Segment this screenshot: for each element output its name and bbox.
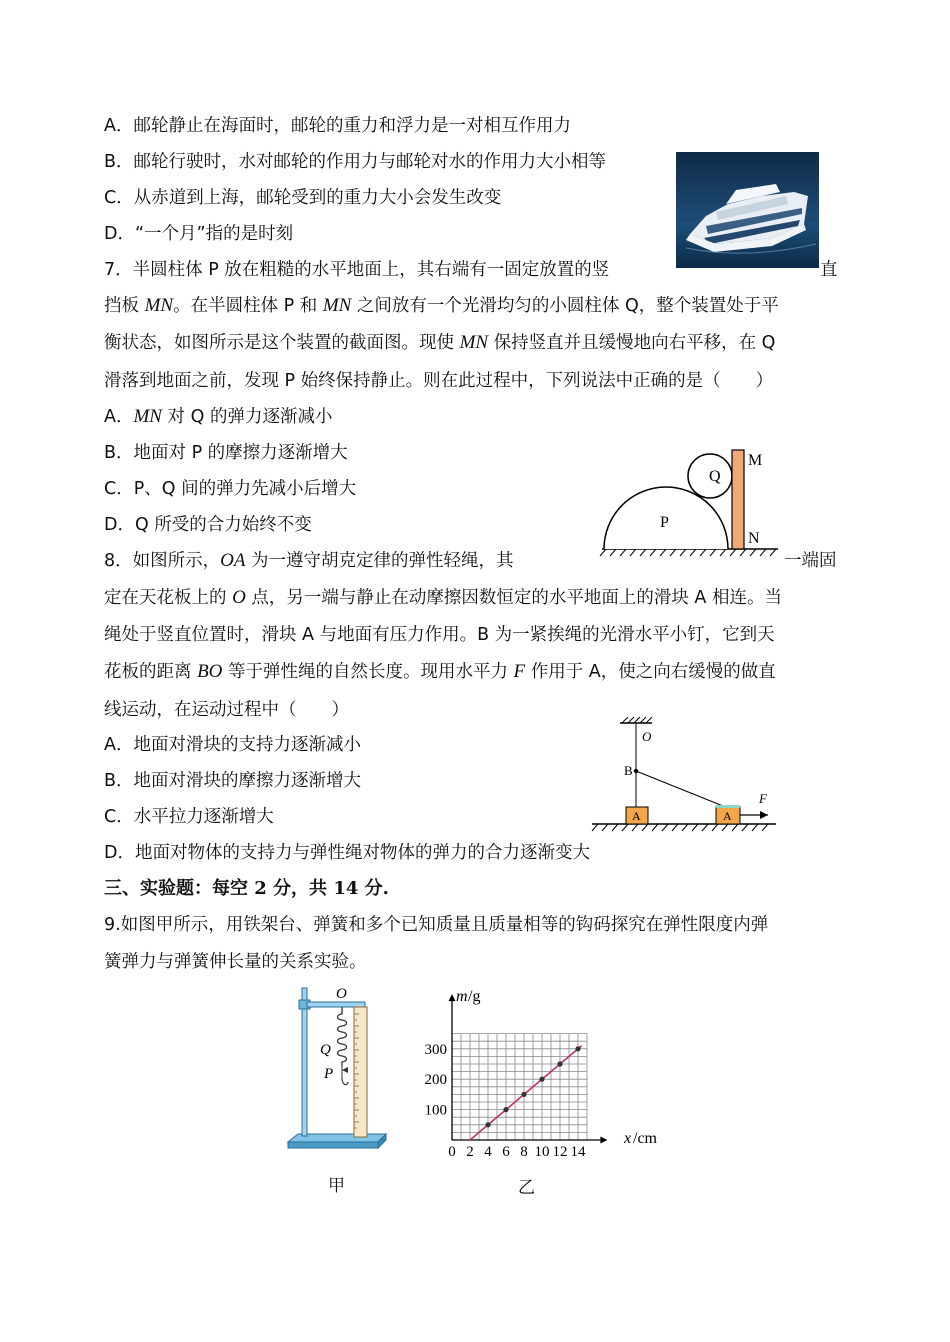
floor-hatch xyxy=(592,824,768,831)
q7-figure xyxy=(596,440,786,560)
q7-stem-line-1-end: 直 xyxy=(820,260,838,280)
label-n: N xyxy=(748,530,760,547)
rope-stretched xyxy=(636,771,728,808)
chart-grid xyxy=(452,1034,587,1140)
x-tick-label: 12 xyxy=(552,1144,568,1160)
spring xyxy=(338,1007,347,1066)
q7-stem-line-3 xyxy=(104,330,775,356)
hook xyxy=(342,1078,348,1085)
q9-stem-line-2: 簧弹力与弹簧伸长量的关系实验。 xyxy=(104,952,367,972)
x-tick-label: 4 xyxy=(484,1144,492,1160)
stand-arm xyxy=(307,1002,365,1007)
q8-symbol-o: O xyxy=(232,587,246,608)
q9-figure-jia xyxy=(282,982,392,1154)
q6-option-a: A．邮轮静止在海面时，邮轮的重力和浮力是一对相互作用力 xyxy=(104,116,571,136)
label-p: P xyxy=(660,514,669,531)
label-q: Q xyxy=(709,468,721,485)
q7-text: 挡板 xyxy=(104,296,145,316)
y-tick-label: 200 xyxy=(424,1072,447,1089)
x-tick-label: 14 xyxy=(570,1144,586,1160)
q7-stem-line-1 xyxy=(104,257,609,283)
q7-text: 之间放有一个光滑均匀的小圆柱体 Q，整个装置处于平 xyxy=(351,296,779,316)
data-point xyxy=(485,1122,490,1127)
q8-option-a: A．地面对滑块的支持力逐渐减小 xyxy=(104,735,361,755)
q9-figure-yi xyxy=(412,982,678,1162)
y-tick-label: 300 xyxy=(424,1041,447,1058)
data-point xyxy=(539,1077,544,1082)
caption-yi: 乙 xyxy=(518,1178,535,1198)
x-tick-label: 8 xyxy=(520,1144,528,1160)
x-tick-label: 6 xyxy=(502,1144,510,1160)
label-b: B xyxy=(624,763,633,778)
y-axis-arrowhead xyxy=(449,994,456,1001)
q8-text: 等于弹性绳的自然长度。现用水平力 xyxy=(222,662,514,682)
q8-text: 点，另一端与静止在动摩擦因数恒定的水平地面上的滑块 A 相连。当 xyxy=(245,588,782,608)
pointer-tip xyxy=(342,1067,348,1073)
q8-option-c: C．水平拉力逐渐增大 xyxy=(104,807,274,827)
data-point xyxy=(521,1092,526,1097)
stand-pole xyxy=(302,988,307,1136)
label-q: Q xyxy=(320,1042,331,1058)
label-a-start: A xyxy=(632,809,641,823)
x-tick-label: 2 xyxy=(466,1144,474,1160)
q6-option-d: D．“一个月”指的是时刻 xyxy=(104,224,294,244)
q8-symbol-f: F xyxy=(513,661,526,682)
q7-symbol-mn: MN xyxy=(133,406,162,427)
label-f: F xyxy=(759,791,767,806)
x-axis-label-unit: /cm xyxy=(633,1130,657,1147)
data-point xyxy=(503,1107,508,1112)
q8-option-b: B．地面对滑块的摩擦力逐渐增大 xyxy=(104,771,362,791)
q6-option-c: C．从赤道到上海，邮轮受到的重力大小会发生改变 xyxy=(104,188,502,208)
ruler xyxy=(354,1007,367,1137)
q7-stem-line-2 xyxy=(104,293,779,319)
q8-option-d: D．地面对物体的支持力与弹性绳对物体的弹力的合力逐渐变大 xyxy=(104,843,590,863)
label-m: M xyxy=(748,452,763,469)
q8-stem-line-1-end: 一端固 xyxy=(784,551,837,571)
data-point xyxy=(557,1061,562,1066)
q7-text: A． xyxy=(104,407,134,427)
q9-stem-line-1: 9.如图甲所示，用铁架台、弹簧和多个已知质量且质量相等的钩码探究在弹性限度内弹 xyxy=(104,915,769,935)
board-mn xyxy=(732,450,744,549)
q8-stem-line-1 xyxy=(104,548,514,574)
q7-text: 对 Q 的弹力逐渐减小 xyxy=(161,407,333,427)
section-heading: 三、实验题：每空 2 分，共 14 分. xyxy=(104,878,389,899)
q7-option-b: B．地面对 P 的摩擦力逐渐增大 xyxy=(104,443,348,463)
mx-chart xyxy=(412,982,678,1162)
q8-stem-line-3: 绳处于竖直位置时，滑块 A 与地面有压力作用。B 为一紧挨绳的光滑水平小钉，它到天 xyxy=(104,625,775,645)
q7-symbol-mn: MN xyxy=(459,332,489,353)
y-tick-label: 100 xyxy=(424,1102,447,1119)
label-o: O xyxy=(642,729,652,744)
data-point xyxy=(575,1046,580,1051)
ceiling-hatch xyxy=(622,717,652,723)
q8-symbol-oa: OA xyxy=(220,550,246,571)
slider-a-top-stripe xyxy=(716,805,740,808)
q6-option-b: B．邮轮行驶时，水对邮轮的作用力与邮轮对水的作用力大小相等 xyxy=(104,152,607,172)
q8-figure xyxy=(588,715,788,835)
q7-stem-line-4: 滑落到地面之前，发现 P 始终保持静止。则在此过程中，下列说法中正确的是（ ） xyxy=(104,371,774,391)
q8-text: 花板的距离 xyxy=(104,662,198,682)
q8-text: 8．如图所示， xyxy=(104,551,221,571)
tick-labels xyxy=(425,1042,587,1160)
q7-stem-text-1: 7．半圆柱体 P 放在粗糙的水平地面上，其右端有一固定放置的竖 xyxy=(104,260,610,280)
caption-jia: 甲 xyxy=(328,1176,345,1196)
q8-text: 作用于 A，使之向右缓慢的做直 xyxy=(525,662,776,682)
q8-stem-line-2 xyxy=(104,585,782,611)
q7-text: 衡状态，如图所示是这个装置的截面图。现使 xyxy=(104,333,460,353)
cruise-ship-photo xyxy=(676,152,819,268)
q7-option-a xyxy=(104,404,332,430)
q8-stem-line-5: 线运动，在运动过程中（ ） xyxy=(104,700,349,720)
q7-text: 。在半圆柱体 P 和 xyxy=(173,296,323,316)
label-o: O xyxy=(336,986,347,1002)
q8-text: 定在天花板上的 xyxy=(104,588,233,608)
q7-text: 保持竖直并且缓慢地向右平移，在 Q xyxy=(488,333,776,353)
q7-symbol-mn: MN xyxy=(144,295,174,316)
q8-symbol-bo: BO xyxy=(197,661,223,682)
q8-text: 为一遵守胡克定律的弹性轻绳，其 xyxy=(245,551,514,571)
x-tick-label: 0 xyxy=(448,1144,456,1160)
ground-hatch xyxy=(600,549,776,556)
q7-option-d: D．Q 所受的合力始终不变 xyxy=(104,515,312,535)
q8-stem-line-4 xyxy=(104,659,776,685)
label-p: P xyxy=(324,1066,334,1082)
x-tick-label: 10 xyxy=(534,1144,550,1160)
q7-symbol-mn: MN xyxy=(322,295,352,316)
x-axis-label-symbol: x xyxy=(624,1130,632,1147)
label-a-moved: A xyxy=(723,809,732,823)
chart-axes xyxy=(449,994,608,1143)
y-axis-label-symbol: m xyxy=(456,988,468,1005)
stand-base-front xyxy=(288,1142,378,1148)
force-f-arrowhead xyxy=(760,811,768,819)
y-axis-label-unit: /g xyxy=(468,988,481,1005)
q7-option-c: C．P、Q 间的弹力先减小后增大 xyxy=(104,479,357,499)
x-axis-arrowhead xyxy=(600,1137,607,1144)
